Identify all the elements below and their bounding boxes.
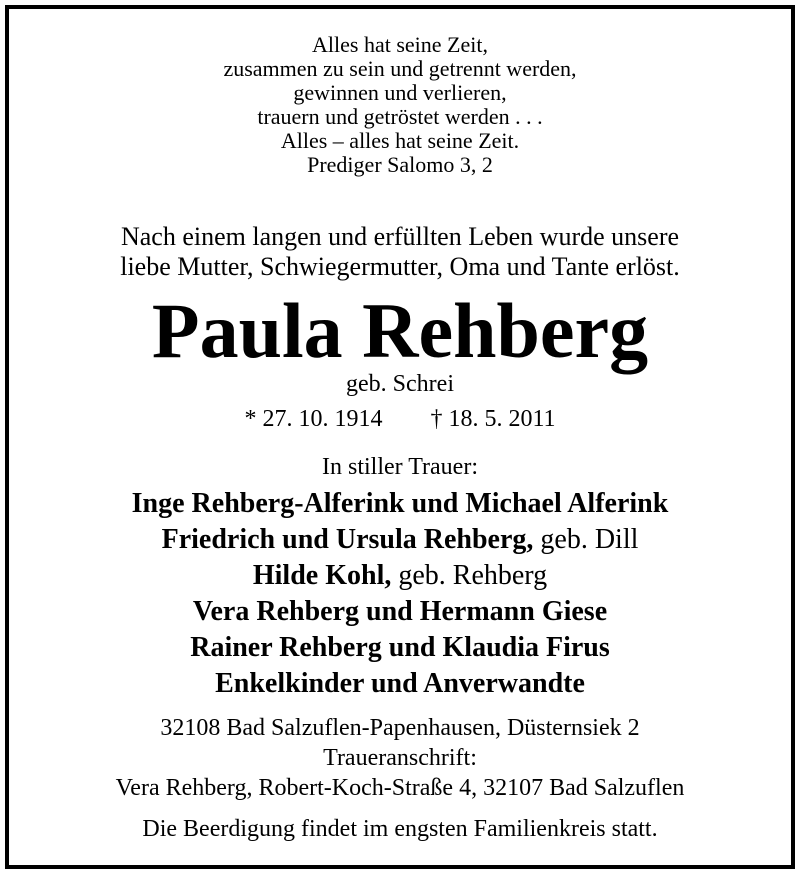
family-list: [9, 486, 791, 702]
death-date: † 18. 5. 2011: [430, 406, 556, 432]
residence-address: 32108 Bad Salzuflen-Papenhausen, Düsternsiek 2: [160, 715, 640, 741]
family-member-names: Inge Rehberg-Alferink und Michael Alferink: [131, 488, 669, 519]
intro-text: [9, 222, 791, 282]
family-member-names: Friedrich und Ursula Rehberg,: [161, 524, 534, 555]
mourning-address-label: Traueranschrift:: [323, 745, 477, 771]
family-member-note: geb. Dill: [533, 524, 639, 555]
life-dates: [9, 404, 791, 434]
intro-line: liebe Mutter, Schwiegermutter, Oma und Tante erlöst.: [120, 252, 680, 281]
family-member: [9, 630, 791, 666]
obituary-frame: [5, 5, 795, 869]
deceased-name: Paula Rehberg: [151, 287, 649, 374]
mourning-label: In stiller Trauer:: [322, 454, 478, 480]
poem-line: Alles hat seine Zeit,: [312, 32, 488, 57]
poem-line: trauern und getröstet werden . . .: [257, 104, 543, 129]
family-member: [9, 594, 791, 630]
poem-line: zusammen zu sein und getrennt werden,: [223, 56, 577, 81]
family-member: [9, 558, 791, 594]
intro-line: Nach einem langen und erfüllten Leben wurde unsere: [120, 222, 680, 251]
family-member-names: Vera Rehberg und Hermann Giese: [192, 596, 608, 627]
family-member: [9, 486, 791, 522]
family-member-names: Enkelkinder und Anverwandte: [215, 668, 585, 699]
family-member-names: Rainer Rehberg und Klaudia Firus: [190, 632, 610, 663]
poem-line: gewinnen und verlieren,: [293, 80, 507, 105]
family-member: [9, 666, 791, 702]
mourning-address: Vera Rehberg, Robert-Koch-Straße 4, 32107 Bad Salzuflen: [115, 775, 685, 801]
address-block: [9, 713, 791, 803]
poem-line: Alles – alles hat seine Zeit.: [280, 128, 520, 153]
funeral-note: Die Beerdigung findet im engsten Familienkreis statt.: [142, 816, 658, 842]
family-member: [9, 522, 791, 558]
birth-name: geb. Schrei: [346, 371, 454, 397]
birth-date: * 27. 10. 1914: [244, 406, 383, 432]
poem: [9, 33, 791, 177]
poem-source: Prediger Salomo 3, 2: [307, 152, 493, 177]
family-member-note: geb. Rehberg: [391, 560, 548, 591]
obituary-content: [9, 9, 791, 865]
family-member-names: Hilde Kohl,: [252, 560, 392, 591]
